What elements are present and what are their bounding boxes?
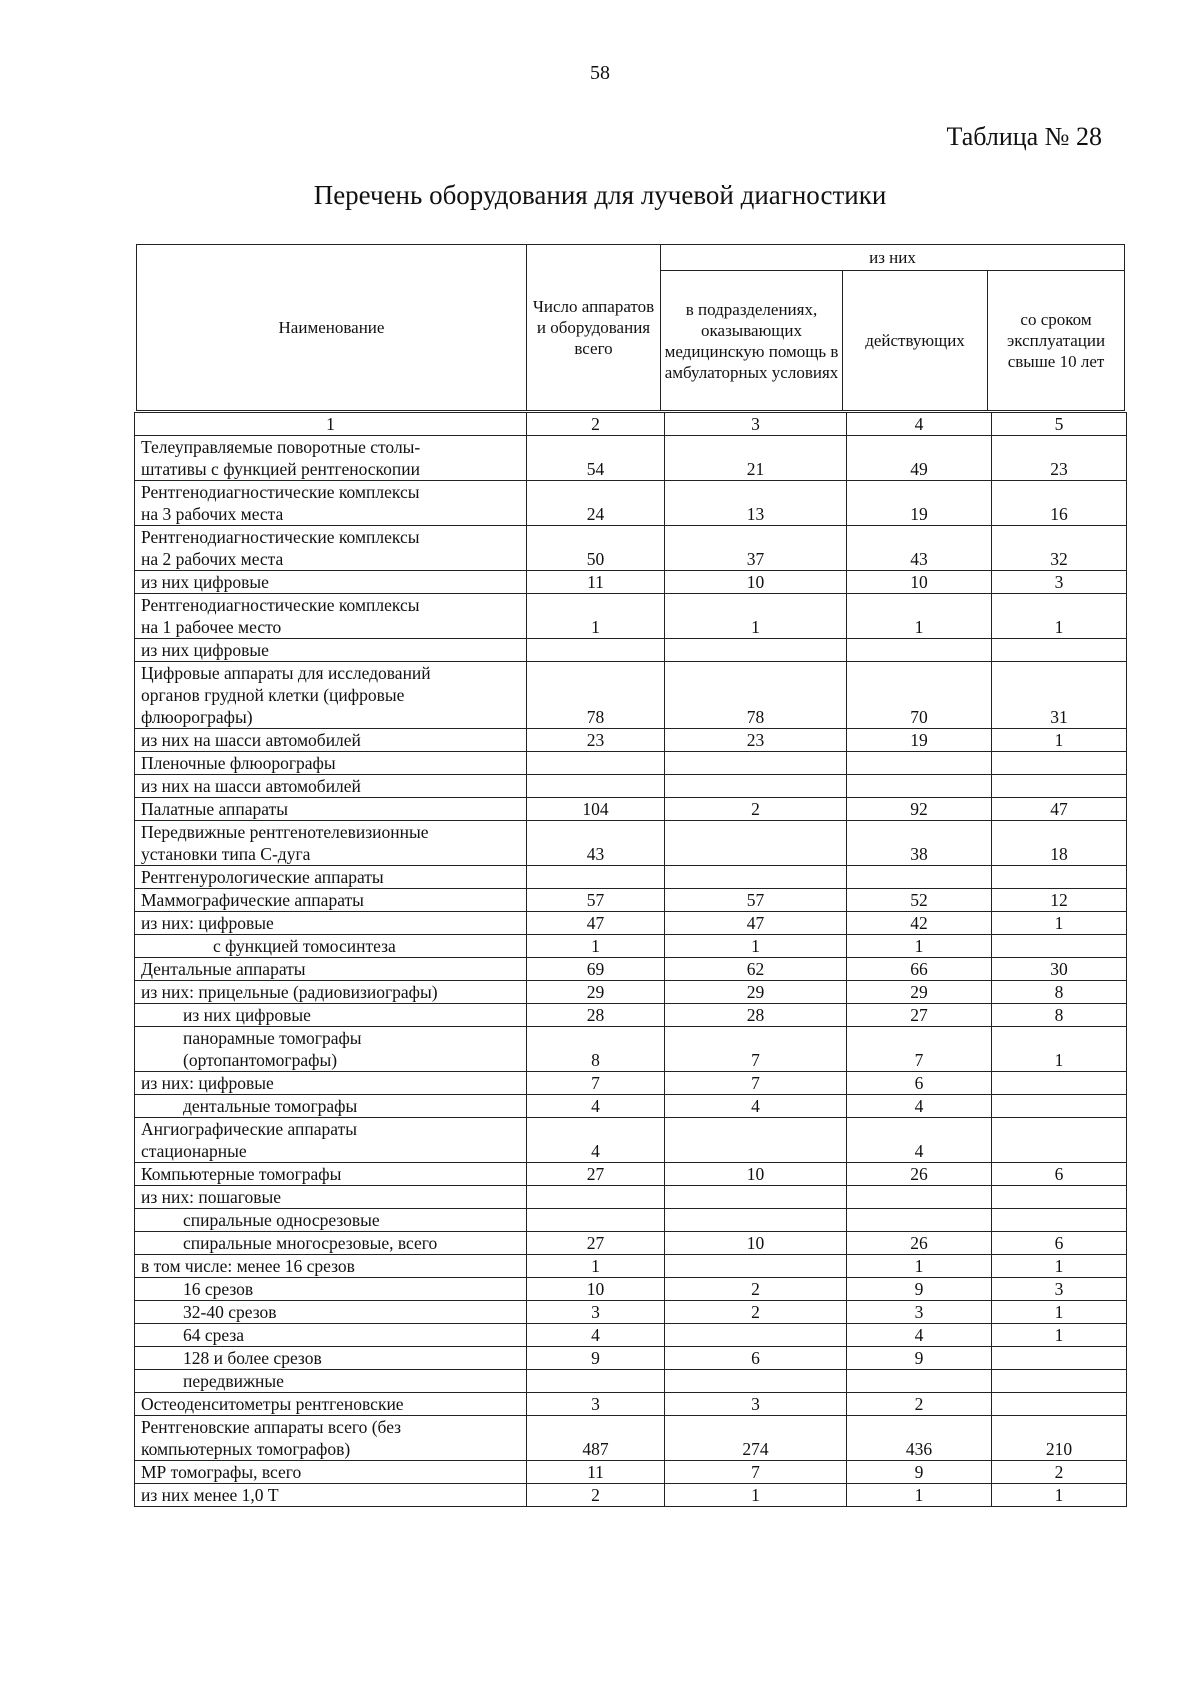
- row-name-line: спиральные многосрезовые, всего: [183, 1233, 438, 1253]
- row-value: 23: [665, 729, 847, 752]
- row-value: 37: [665, 526, 847, 571]
- table-row: [135, 1163, 1127, 1186]
- row-name-line: на 2 рабочих места: [141, 549, 284, 569]
- row-value: 6: [992, 1232, 1127, 1255]
- row-name-line: на 1 рабочее место: [141, 617, 282, 637]
- table-row: [135, 1027, 1127, 1072]
- table-row: [135, 935, 1127, 958]
- row-value: [847, 752, 992, 775]
- row-name: [135, 662, 527, 729]
- table-row: [135, 1072, 1127, 1095]
- row-name-line: стационарные: [141, 1141, 247, 1161]
- row-name-line: с функцией томосинтеза: [213, 936, 396, 956]
- row-value: 29: [847, 981, 992, 1004]
- row-value: 1: [847, 935, 992, 958]
- table-row: [135, 821, 1127, 866]
- row-name: [135, 1301, 527, 1324]
- row-name: [135, 436, 527, 481]
- row-value: [527, 1370, 665, 1393]
- row-name-line: флюорографы): [141, 707, 253, 727]
- row-value: [992, 775, 1127, 798]
- table-row: [135, 1370, 1127, 1393]
- row-value: 26: [847, 1232, 992, 1255]
- row-value: 13: [665, 481, 847, 526]
- row-value: 9: [527, 1347, 665, 1370]
- row-name-line: из них: пошаговые: [141, 1187, 282, 1207]
- row-name-line: дентальные томографы: [183, 1096, 358, 1116]
- row-name: [135, 981, 527, 1004]
- row-value: 57: [665, 889, 847, 912]
- row-value: 2: [992, 1461, 1127, 1484]
- row-value: 10: [665, 1163, 847, 1186]
- row-value: 9: [847, 1278, 992, 1301]
- row-name-line: Компьютерные томографы: [141, 1164, 342, 1184]
- row-value: 6: [665, 1347, 847, 1370]
- row-name: [135, 1004, 527, 1027]
- row-value: [992, 639, 1127, 662]
- row-value: 1: [847, 594, 992, 639]
- row-value: 274: [665, 1416, 847, 1461]
- row-value: 29: [665, 981, 847, 1004]
- row-name: [135, 1072, 527, 1095]
- row-name: [135, 594, 527, 639]
- row-value: 1: [992, 729, 1127, 752]
- column-number: 2: [527, 413, 665, 436]
- row-name-line: из них цифровые: [141, 572, 269, 592]
- row-value: 4: [527, 1095, 665, 1118]
- row-value: 1: [992, 1301, 1127, 1324]
- row-name: [135, 1370, 527, 1393]
- table-row: [135, 1255, 1127, 1278]
- row-value: [665, 866, 847, 889]
- table-row: [135, 1347, 1127, 1370]
- row-value: [665, 1324, 847, 1347]
- row-value: 1: [992, 1324, 1127, 1347]
- row-name-line: из них цифровые: [141, 640, 269, 660]
- row-value: 12: [992, 889, 1127, 912]
- row-value: [847, 1186, 992, 1209]
- row-name-line: панорамные томографы: [183, 1028, 362, 1048]
- row-value: 1: [992, 912, 1127, 935]
- row-name-line: из них менее 1,0 Т: [141, 1485, 279, 1505]
- row-value: 42: [847, 912, 992, 935]
- row-value: 1: [665, 594, 847, 639]
- row-value: [527, 1186, 665, 1209]
- table-row: [135, 1278, 1127, 1301]
- row-name-line: Рентгенодиагностические комплексы: [141, 527, 420, 547]
- row-name: [135, 752, 527, 775]
- row-value: 104: [527, 798, 665, 821]
- row-value: [992, 1209, 1127, 1232]
- row-value: 4: [527, 1118, 665, 1163]
- row-name: [135, 1095, 527, 1118]
- row-value: [992, 1370, 1127, 1393]
- row-value: [847, 775, 992, 798]
- row-value: [527, 752, 665, 775]
- row-value: 47: [665, 912, 847, 935]
- row-name: [135, 639, 527, 662]
- row-value: 24: [527, 481, 665, 526]
- table-row: [135, 639, 1127, 662]
- row-value: 1: [527, 594, 665, 639]
- row-name-line: Дентальные аппараты: [141, 959, 306, 979]
- row-value: 9: [847, 1461, 992, 1484]
- row-name: [135, 1461, 527, 1484]
- row-name-line: из них: цифровые: [141, 913, 274, 933]
- row-name-line: из них: прицельные (радиовизиографы): [141, 982, 438, 1002]
- row-name: [135, 821, 527, 866]
- row-value: [992, 1072, 1127, 1095]
- row-value: 19: [847, 481, 992, 526]
- row-value: 43: [847, 526, 992, 571]
- row-name: [135, 798, 527, 821]
- row-value: [665, 1118, 847, 1163]
- row-value: 6: [847, 1072, 992, 1095]
- row-value: 31: [992, 662, 1127, 729]
- row-value: [847, 639, 992, 662]
- row-value: 29: [527, 981, 665, 1004]
- row-name: [135, 1347, 527, 1370]
- row-name-line: из них на шасси автомобилей: [141, 730, 361, 750]
- row-value: [992, 1393, 1127, 1416]
- table-row: [135, 1484, 1127, 1507]
- row-value: 27: [527, 1232, 665, 1255]
- table-row: [135, 912, 1127, 935]
- row-value: [992, 752, 1127, 775]
- row-value: 7: [665, 1461, 847, 1484]
- row-value: 4: [527, 1324, 665, 1347]
- row-name: [135, 571, 527, 594]
- row-value: 92: [847, 798, 992, 821]
- row-value: [992, 935, 1127, 958]
- row-value: 52: [847, 889, 992, 912]
- row-name: [135, 1118, 527, 1163]
- row-value: 28: [665, 1004, 847, 1027]
- row-value: [992, 1095, 1127, 1118]
- row-value: 49: [847, 436, 992, 481]
- row-value: 2: [665, 1301, 847, 1324]
- row-name: [135, 1484, 527, 1507]
- table-header: [136, 244, 1125, 411]
- row-value: 18: [992, 821, 1127, 866]
- row-value: 70: [847, 662, 992, 729]
- row-value: 1: [992, 594, 1127, 639]
- table-row: [135, 729, 1127, 752]
- row-value: 10: [527, 1278, 665, 1301]
- table-row: [135, 1004, 1127, 1027]
- row-value: 3: [527, 1393, 665, 1416]
- row-name-line: Ангиографические аппараты: [141, 1119, 357, 1139]
- row-value: 1: [992, 1255, 1127, 1278]
- row-name-line: МР томографы, всего: [141, 1462, 302, 1482]
- row-value: 10: [665, 1232, 847, 1255]
- row-name-line: Телеуправляемые поворотные столы-: [141, 437, 421, 457]
- row-value: [992, 866, 1127, 889]
- row-name: [135, 958, 527, 981]
- row-value: 3: [527, 1301, 665, 1324]
- row-value: [527, 775, 665, 798]
- row-name: [135, 526, 527, 571]
- row-name-line: Пленочные флюорографы: [141, 753, 336, 773]
- header-active: действующих: [843, 271, 988, 411]
- row-name: [135, 1393, 527, 1416]
- row-name-line: Цифровые аппараты для исследований: [141, 663, 431, 683]
- row-value: 69: [527, 958, 665, 981]
- table-row: [135, 481, 1127, 526]
- row-value: 6: [992, 1163, 1127, 1186]
- row-value: 11: [527, 1461, 665, 1484]
- row-value: [665, 1186, 847, 1209]
- row-value: [527, 1209, 665, 1232]
- table-row: [135, 571, 1127, 594]
- row-value: 23: [992, 436, 1127, 481]
- row-value: [665, 752, 847, 775]
- row-value: 1: [665, 1484, 847, 1507]
- row-value: [665, 1255, 847, 1278]
- row-value: [992, 1347, 1127, 1370]
- row-value: 7: [847, 1027, 992, 1072]
- table-row: [135, 1416, 1127, 1461]
- row-value: [665, 639, 847, 662]
- column-number: 3: [665, 413, 847, 436]
- header-name: Наименование: [137, 245, 527, 411]
- row-value: 4: [847, 1324, 992, 1347]
- column-number: 1: [135, 413, 527, 436]
- row-value: [847, 1209, 992, 1232]
- column-number: 4: [847, 413, 992, 436]
- row-value: [527, 866, 665, 889]
- row-value: 1: [992, 1484, 1127, 1507]
- table-row: [135, 1118, 1127, 1163]
- row-name: [135, 889, 527, 912]
- row-value: 27: [527, 1163, 665, 1186]
- row-name-line: спиральные односрезовые: [183, 1210, 380, 1230]
- row-name-line: Рентгеновские аппараты всего (без: [141, 1417, 402, 1437]
- table-row: [135, 436, 1127, 481]
- row-name-line: (ортопантомографы): [183, 1050, 338, 1070]
- row-value: 50: [527, 526, 665, 571]
- column-number-row: [135, 413, 1127, 436]
- table-row: [135, 1232, 1127, 1255]
- row-name: [135, 1232, 527, 1255]
- row-value: 2: [527, 1484, 665, 1507]
- table-row: [135, 866, 1127, 889]
- row-value: 57: [527, 889, 665, 912]
- row-name-line: органов грудной клетки (цифровые: [141, 685, 405, 705]
- row-value: [847, 1370, 992, 1393]
- row-value: [847, 866, 992, 889]
- row-value: 78: [665, 662, 847, 729]
- row-value: 28: [527, 1004, 665, 1027]
- table-row: [135, 1209, 1127, 1232]
- row-name: [135, 1255, 527, 1278]
- row-value: 8: [992, 981, 1127, 1004]
- row-name-line: 16 срезов: [183, 1279, 254, 1299]
- row-name: [135, 1186, 527, 1209]
- header-of-them: из них: [661, 245, 1125, 271]
- row-value: 8: [527, 1027, 665, 1072]
- row-name-line: из них: цифровые: [141, 1073, 274, 1093]
- row-value: 436: [847, 1416, 992, 1461]
- row-value: 38: [847, 821, 992, 866]
- row-value: 62: [665, 958, 847, 981]
- row-value: 4: [847, 1118, 992, 1163]
- row-name: [135, 729, 527, 752]
- row-name: [135, 775, 527, 798]
- page-title: Перечень оборудования для лучевой диагностики: [313, 180, 887, 210]
- table-row: [135, 1461, 1127, 1484]
- row-value: 7: [665, 1072, 847, 1095]
- row-name-line: штативы с функцией рентгеноскопии: [141, 459, 420, 479]
- row-value: [992, 1186, 1127, 1209]
- row-name-line: Рентгенодиагностические комплексы: [141, 482, 420, 502]
- table-row: [135, 1095, 1127, 1118]
- row-name-line: Остеоденситометры рентгеновские: [141, 1394, 404, 1414]
- row-name-line: 128 и более срезов: [183, 1348, 322, 1368]
- row-name-line: компьютерных томографов): [141, 1439, 351, 1459]
- row-value: 3: [992, 571, 1127, 594]
- row-value: 2: [847, 1393, 992, 1416]
- row-name-line: Маммографические аппараты: [141, 890, 364, 910]
- header-total: Число аппаратов и оборудования всего: [527, 245, 661, 411]
- row-name-line: Рентгенодиагностические комплексы: [141, 595, 420, 615]
- table-row: [135, 1393, 1127, 1416]
- row-value: 10: [847, 571, 992, 594]
- table-row: [135, 981, 1127, 1004]
- column-number: 5: [992, 413, 1127, 436]
- row-name: [135, 481, 527, 526]
- row-value: 2: [665, 798, 847, 821]
- table-row: [135, 1324, 1127, 1347]
- row-value: 9: [847, 1347, 992, 1370]
- row-value: [527, 639, 665, 662]
- row-value: 10: [665, 571, 847, 594]
- row-value: 32: [992, 526, 1127, 571]
- row-name-line: Палатные аппараты: [141, 799, 289, 819]
- row-value: 54: [527, 436, 665, 481]
- row-name-line: 32-40 срезов: [183, 1302, 277, 1322]
- row-value: 78: [527, 662, 665, 729]
- row-name-line: в том числе: менее 16 срезов: [141, 1256, 355, 1276]
- row-value: 27: [847, 1004, 992, 1027]
- table-row: [135, 798, 1127, 821]
- row-value: 210: [992, 1416, 1127, 1461]
- row-value: 8: [992, 1004, 1127, 1027]
- header-outpatient: в подразделениях, оказывающих медицинскую помощь в амбулаторных условиях: [661, 271, 843, 411]
- table-row: [135, 594, 1127, 639]
- row-value: 7: [527, 1072, 665, 1095]
- row-value: [665, 1370, 847, 1393]
- row-value: 4: [847, 1095, 992, 1118]
- row-value: [665, 1209, 847, 1232]
- row-name: [135, 1416, 527, 1461]
- row-name: [135, 1324, 527, 1347]
- row-name-line: Рентгенурологические аппараты: [141, 867, 384, 887]
- row-name-line: на 3 рабочих места: [141, 504, 284, 524]
- table-row: [135, 662, 1127, 729]
- row-value: 1: [847, 1255, 992, 1278]
- row-value: [665, 821, 847, 866]
- page-number: 58: [590, 62, 610, 84]
- row-name: [135, 1278, 527, 1301]
- row-value: [992, 1118, 1127, 1163]
- row-name: [135, 866, 527, 889]
- table-row: [135, 958, 1127, 981]
- row-name-line: 64 среза: [183, 1325, 245, 1345]
- row-value: 487: [527, 1416, 665, 1461]
- row-name: [135, 935, 527, 958]
- table-row: [135, 889, 1127, 912]
- row-value: 11: [527, 571, 665, 594]
- row-name: [135, 1163, 527, 1186]
- row-value: 1: [527, 935, 665, 958]
- row-value: 66: [847, 958, 992, 981]
- table-row: [135, 1186, 1127, 1209]
- row-value: 1: [992, 1027, 1127, 1072]
- row-value: 30: [992, 958, 1127, 981]
- row-value: 7: [665, 1027, 847, 1072]
- table-row: [135, 526, 1127, 571]
- row-value: 16: [992, 481, 1127, 526]
- table-row: [135, 752, 1127, 775]
- row-value: 1: [527, 1255, 665, 1278]
- row-value: 1: [847, 1484, 992, 1507]
- table-number: Таблица № 28: [946, 122, 1102, 151]
- table-row: [135, 775, 1127, 798]
- row-value: 1: [665, 935, 847, 958]
- row-name: [135, 912, 527, 935]
- row-value: [665, 775, 847, 798]
- row-name-line: из них цифровые: [183, 1005, 311, 1025]
- row-value: 21: [665, 436, 847, 481]
- row-value: 26: [847, 1163, 992, 1186]
- row-name: [135, 1027, 527, 1072]
- row-value: 19: [847, 729, 992, 752]
- table-row: [135, 1301, 1127, 1324]
- row-name: [135, 1209, 527, 1232]
- header-over10: со сроком эксплуатации свыше 10 лет: [988, 271, 1125, 411]
- row-value: 3: [847, 1301, 992, 1324]
- row-value: 2: [665, 1278, 847, 1301]
- row-name-line: передвижные: [183, 1371, 284, 1391]
- equipment-table: [134, 412, 1127, 1507]
- row-name-line: установки типа С-дуга: [141, 844, 311, 864]
- row-value: 23: [527, 729, 665, 752]
- row-name-line: Передвижные рентгенотелевизионные: [141, 822, 429, 842]
- row-value: 43: [527, 821, 665, 866]
- row-value: 3: [992, 1278, 1127, 1301]
- row-value: 4: [665, 1095, 847, 1118]
- row-value: 47: [527, 912, 665, 935]
- row-value: 47: [992, 798, 1127, 821]
- row-value: 3: [665, 1393, 847, 1416]
- row-name-line: из них на шасси автомобилей: [141, 776, 361, 796]
